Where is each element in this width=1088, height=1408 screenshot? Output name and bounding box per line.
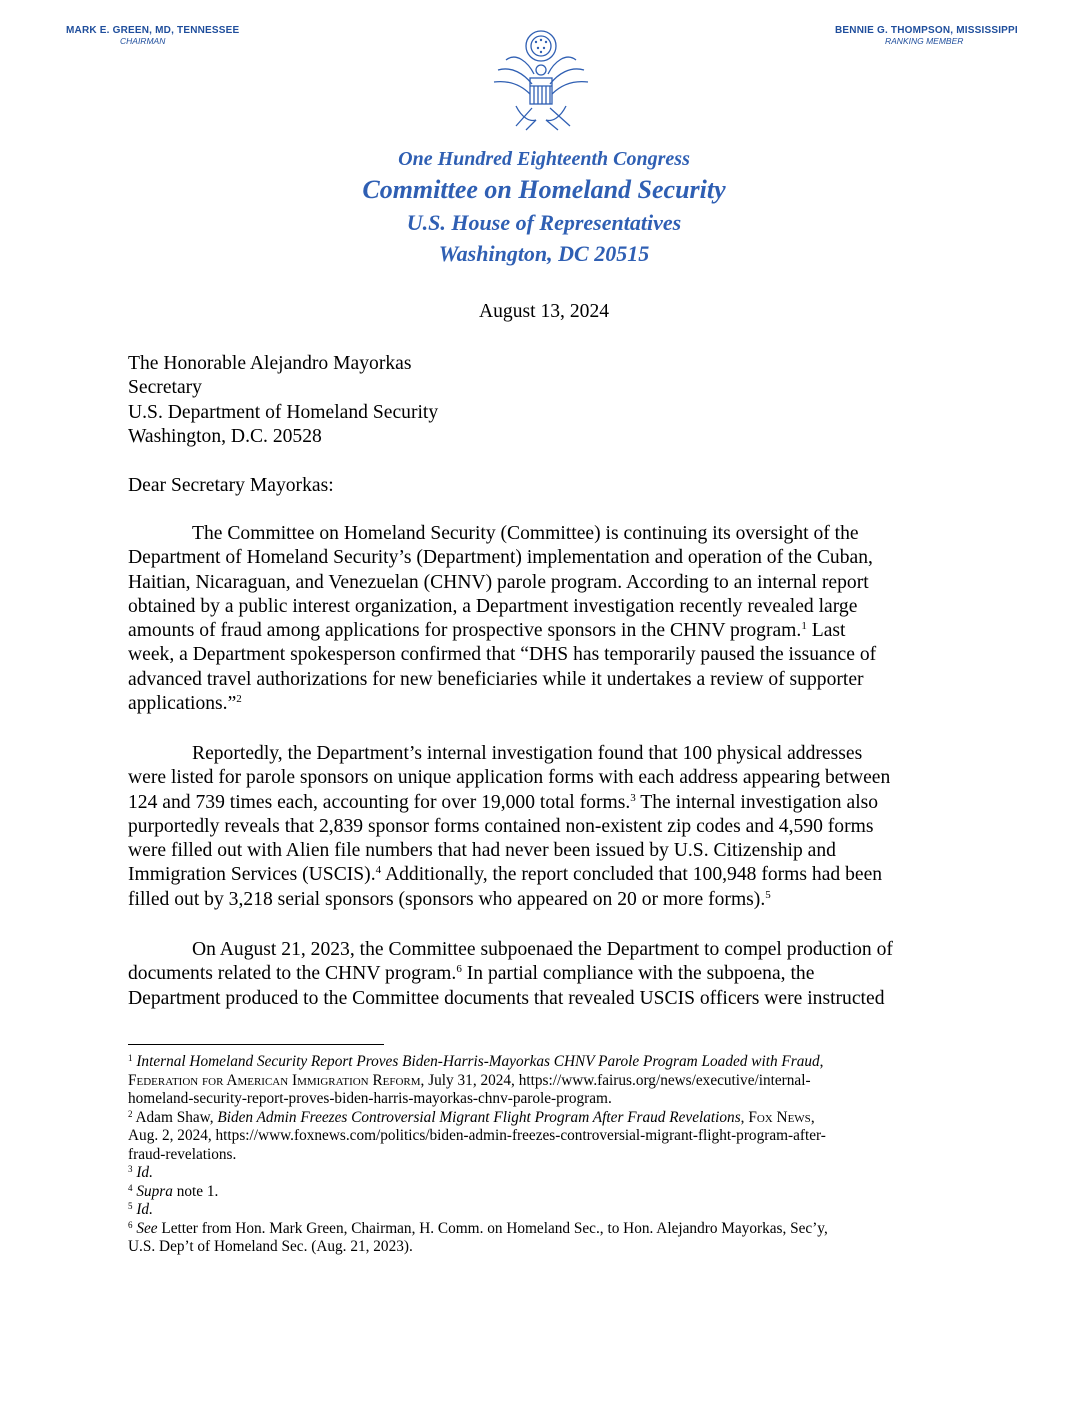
recipient-title: Secretary: [128, 377, 202, 399]
house-line: U.S. House of Representatives: [406, 210, 682, 235]
paragraph-line: purportedly reveals that 2,839 sponsor forms contained non-existent zip codes and 4,590 forms: [128, 815, 874, 837]
paragraph-line: The Committee on Homeland Security (Committee) is continuing its oversight of the: [192, 523, 859, 544]
ranking-member-title: RANKING MEMBER: [885, 36, 964, 46]
footnotes: $^1$ Internal Homeland Security Report Proves Biden-Harris-Mayorkas CHNV Parole Program Loaded with Fraud, Federation for American Immigration Reform, July 31, 2024, https://www.fairus.org/news/executive/internal- homeland-security-report-proves-biden-harris-mayorkas-chnv-parole-program. $^2$ Adam Shaw, Biden Admin Freezes Controversial Migrant Flight Program After Fraud Revelations, Fox News, Aug. 2, 2024, https://www.foxnews.com/politics/biden-admin-freezes-controversial-migrant-flight-program-after- fraud-revelations. $^3$ Id. $^4$ Supra note 1. $^5$ Id. $^6$ See Letter from Hon. Mark Green, Chairman, H. Comm. on Homeland Sec., to Hon. Alejandro Mayorkas, Sec’y, U.S. Dep’t of Homeland Sec. (Aug. 21, 2023).: [128, 1053, 828, 1255]
paragraph-line: Haitian, Nicaraguan, and Venezuelan (CHNV) parole program. According to an internal report: [128, 571, 869, 593]
paragraph-line: Immigration Services (USCIS).$^4$ Additionally, the report concluded that 100,948 forms had been: [128, 864, 883, 886]
letter-date: August 13, 2024: [478, 301, 610, 322]
footnote-ref[interactable]: 3: [630, 791, 636, 804]
recipient-address: [128, 352, 438, 449]
paragraph-line: documents related to the CHNV program.$^6$ In partial compliance with the subpoena, the: [128, 963, 815, 985]
footnote-ref[interactable]: 1: [801, 620, 807, 633]
paragraph-3: [128, 938, 893, 1011]
committee-name: Committee on Homeland Security: [362, 175, 726, 204]
house-seal-eagle-icon: [486, 22, 596, 134]
address-line: Washington, DC 20515: [438, 241, 650, 266]
footnote-divider: [128, 1044, 384, 1045]
footnote-link[interactable]: homeland-security-report-proves-biden-harris-mayorkas-chnv-parole-program.: [128, 1090, 612, 1107]
footnote-1: $^1$ Internal Homeland Security Report Proves Biden-Harris-Mayorkas CHNV Parole Program Loaded with Fraud,: [128, 1053, 824, 1070]
paragraph-line: filled out by 3,218 serial sponsors (sponsors who appeared on 20 or more forms).$^5$: [128, 888, 771, 910]
chairman-title: CHAIRMAN: [120, 36, 166, 46]
footnote-link[interactable]: Aug. 2, 2024, https://www.foxnews.com/politics/biden-admin-freezes-controversial-migrant-flight-program-after-: [128, 1127, 826, 1144]
paragraph-line: On August 21, 2023, the Committee subpoenaed the Department to compel production of: [192, 939, 893, 960]
recipient-name: The Honorable Alejandro Mayorkas: [128, 353, 412, 374]
footnote-ref[interactable]: 2: [236, 693, 242, 706]
footnote-ref[interactable]: 6: [456, 963, 462, 976]
paragraph-line: applications.”$^2$: [128, 693, 242, 715]
paragraph-line: Department of Homeland Security’s (Department) implementation and operation of the Cuban,: [128, 547, 873, 569]
congress-line: One Hundred Eighteenth Congress: [398, 148, 690, 170]
footnote-5: $^5$ Id.: [128, 1201, 153, 1218]
footnote-ref[interactable]: 5: [765, 888, 771, 901]
footnote-4: $^4$ Supra note 1.: [128, 1182, 219, 1200]
paragraph-line: week, a Department spokesperson confirmed that “DHS has temporarily paused the issuance of: [128, 644, 877, 666]
paragraph-line: Department produced to the Committee documents that revealed USCIS officers were instructed: [128, 987, 885, 1009]
paragraph-line: 124 and 739 times each, accounting for over 19,000 total forms.$^3$ The internal investigation also: [128, 791, 879, 813]
footnote-3: $^3$ Id.: [128, 1164, 153, 1181]
footnote-6: $^6$ See Letter from Hon. Mark Green, Chairman, H. Comm. on Homeland Sec., to Hon. Alejandro Mayorkas, Sec’y,: [128, 1219, 828, 1237]
chairman-name: MARK E. GREEN, MD, TENNESSEE: [66, 25, 240, 36]
ranking-member-name: BENNIE G. THOMPSON, MISSISSIPPI: [835, 25, 1018, 36]
paragraph-line: obtained by a public interest organization, a Department investigation recently revealed large: [128, 595, 858, 617]
paragraph-line: Reportedly, the Department’s internal investigation found that 100 physical addresses: [192, 743, 863, 764]
paragraph-line: advanced travel authorizations for new beneficiaries while it undertakes a review of supporter: [128, 668, 864, 690]
salutation: Dear Secretary Mayorkas:: [128, 475, 334, 496]
paragraph-1: [128, 522, 876, 716]
paragraph-2: [128, 742, 890, 912]
recipient-city: Washington, D.C. 20528: [128, 425, 322, 447]
footnote-ref[interactable]: 4: [375, 864, 382, 877]
recipient-department: U.S. Department of Homeland Security: [128, 401, 439, 423]
paragraph-line: amounts of fraud among applications for prospective sponsors in the CHNV program.$^1$ Last: [128, 620, 846, 642]
paragraph-line: were filled out with Alien file numbers that had never been issued by U.S. Citizenship and: [128, 840, 836, 862]
footnote-2: $^2$ Adam Shaw, Biden Admin Freezes Controversial Migrant Flight Program After Fraud Revelations, Fox News,: [128, 1108, 815, 1126]
paragraph-line: were listed for parole sponsors on unique application forms with each address appearing between: [128, 767, 891, 789]
